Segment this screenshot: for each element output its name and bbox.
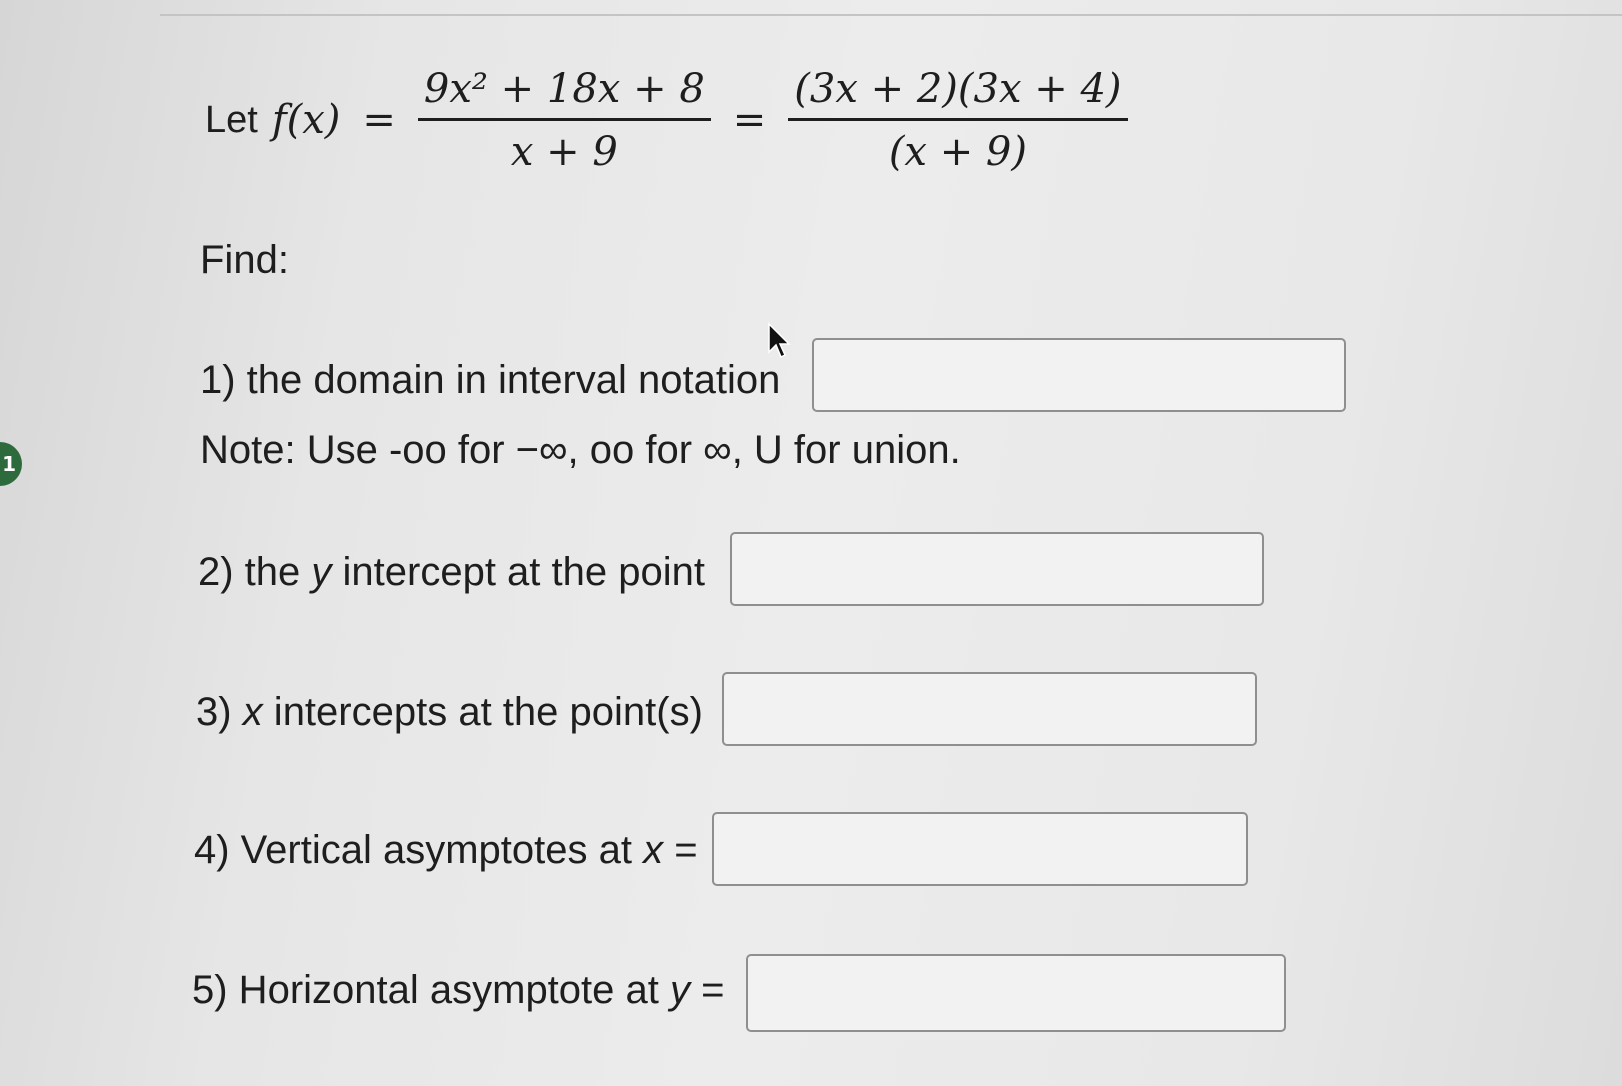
denominator-factored: (x + 9) (888, 128, 1027, 175)
question-1-label: 1) the domain in interval notation (200, 358, 781, 402)
denominator-expanded: x + 9 (510, 128, 618, 175)
question-4-suffix: = (663, 828, 698, 872)
vertical-asymptotes-input[interactable] (712, 812, 1248, 886)
question-4-variable: x (643, 828, 664, 872)
question-5-prefix: 5) Horizontal asymptote at (192, 968, 670, 1012)
function-name: f(x) (271, 97, 341, 143)
question-5-variable: y (670, 968, 690, 1012)
domain-answer-input[interactable] (812, 338, 1346, 412)
question-3-variable: x (242, 690, 263, 734)
fraction-expanded (418, 66, 711, 175)
numerator-factored: (3x + 2)(3x + 4) (794, 65, 1122, 112)
question-4-label (194, 828, 698, 873)
fraction-factored (788, 66, 1127, 175)
question-3-label (196, 690, 703, 735)
find-label: Find: (200, 238, 289, 282)
mouse-pointer-icon (767, 322, 793, 362)
question-2-variable: y (311, 550, 332, 594)
question-5-suffix: = (690, 968, 725, 1012)
top-divider (160, 14, 1622, 16)
question-2-label (198, 550, 705, 595)
numerator-expanded: 9x² + 18x + 8 (423, 65, 705, 112)
question-3-suffix: intercepts at the point(s) (262, 690, 703, 734)
question-3-prefix: 3) (196, 690, 243, 734)
question-5-label (192, 968, 724, 1013)
equals-sign: = (362, 97, 396, 143)
question-4-prefix: 4) Vertical asymptotes at (194, 828, 644, 872)
let-label: Let (205, 98, 258, 141)
question-2-suffix: intercept at the point (331, 550, 705, 594)
x-intercepts-input[interactable] (722, 672, 1257, 746)
function-definition (205, 50, 1128, 190)
question-number-badge: 1 (0, 442, 22, 486)
equals-sign: = (732, 97, 767, 143)
horizontal-asymptote-input[interactable] (746, 954, 1286, 1032)
question-2-prefix: 2) the (198, 550, 312, 594)
note-text: Note: Use -oo for −∞, oo for ∞, U for union. (200, 428, 961, 472)
y-intercept-input[interactable] (730, 532, 1264, 606)
